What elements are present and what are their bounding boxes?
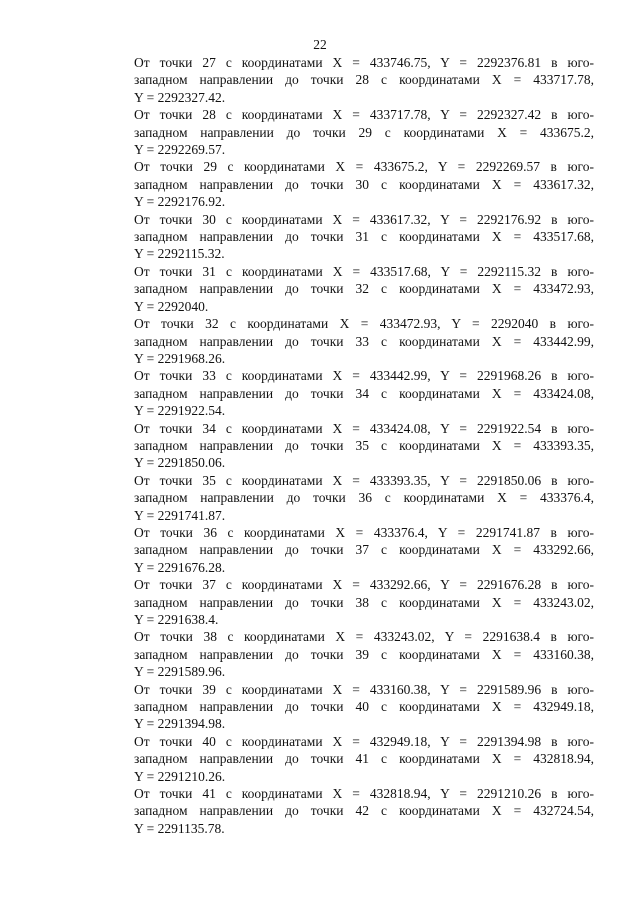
coordinate-paragraph bbox=[94, 681, 594, 733]
text-line: От точки 33 с координатами X = 433442.99, Y = 2291968.26 в юго- bbox=[134, 368, 594, 384]
text-line: западном направлении до точки 39 с координатами X = 433160.38, bbox=[134, 646, 594, 662]
coordinate-paragraph bbox=[94, 733, 594, 785]
text-line: западном направлении до точки 32 с координатами X = 433472.93, bbox=[134, 281, 594, 297]
coordinate-paragraph bbox=[94, 106, 594, 158]
coordinate-paragraph bbox=[94, 367, 594, 419]
text-line: От точки 29 с координатами X = 433675.2, Y = 2292269.57 в юго- bbox=[134, 159, 594, 175]
text-line: От точки 32 с координатами X = 433472.93, Y = 2292040 в юго- bbox=[134, 316, 594, 332]
text-line: западном направлении до точки 40 с координатами X = 432949.18, bbox=[134, 699, 594, 715]
text-line: Y = 2291850.06. bbox=[134, 455, 226, 471]
text-line: От точки 27 с координатами X = 433746.75, Y = 2292376.81 в юго- bbox=[134, 55, 594, 70]
text-line: От точки 34 с координатами X = 433424.08, Y = 2291922.54 в юго- bbox=[134, 420, 594, 436]
text-line: От точки 28 с координатами X = 433717.78, Y = 2292327.42 в юго- bbox=[134, 107, 594, 123]
coordinate-paragraph bbox=[94, 524, 594, 576]
text-line: Y = 2292176.92. bbox=[134, 194, 226, 210]
text-line: западном направлении до точки 42 с координатами X = 432724.54, bbox=[134, 803, 594, 819]
text-line: западном направлении до точки 36 с координатами X = 433376.4, bbox=[134, 490, 594, 506]
text-line: Y = 2291589.96. bbox=[134, 664, 226, 680]
coordinate-paragraph bbox=[94, 785, 594, 837]
text-line: Y = 2291210.26. bbox=[134, 768, 226, 784]
text-line: западном направлении до точки 34 с координатами X = 433424.08, bbox=[134, 385, 594, 401]
text-line: западном направлении до точки 37 с координатами X = 433292.66, bbox=[134, 542, 594, 558]
text-line: западном направлении до точки 41 с координатами X = 432818.94, bbox=[134, 751, 594, 767]
coordinate-paragraph bbox=[94, 263, 594, 315]
text-line: Y = 2292269.57. bbox=[134, 142, 226, 158]
text-line: Y = 2291676.28. bbox=[134, 559, 226, 575]
text-line: западном направлении до точки 38 с координатами X = 433243.02, bbox=[134, 594, 594, 610]
text-line: От точки 36 с координатами X = 433376.4, Y = 2291741.87 в юго- bbox=[134, 524, 594, 540]
text-line: Y = 2291394.98. bbox=[134, 716, 226, 732]
coordinate-paragraph bbox=[94, 315, 594, 367]
text-line: Y = 2292115.32. bbox=[134, 246, 225, 262]
document-body bbox=[94, 54, 594, 837]
text-line: западном направлении до точки 28 с координатами X = 433717.78, bbox=[134, 72, 594, 88]
text-line: От точки 37 с координатами X = 433292.66, Y = 2291676.28 в юго- bbox=[134, 577, 594, 593]
text-line: западном направлении до точки 29 с координатами X = 433675.2, bbox=[134, 124, 594, 140]
text-line: От точки 31 с координатами X = 433517.68, Y = 2292115.32 в юго- bbox=[134, 263, 594, 279]
text-line: Y = 2291968.26. bbox=[134, 350, 226, 366]
coordinate-paragraph bbox=[94, 628, 594, 680]
text-line: Y = 2292327.42. bbox=[134, 89, 226, 105]
text-line: От точки 39 с координатами X = 433160.38, Y = 2291589.96 в юго- bbox=[134, 681, 594, 697]
text-line: Y = 2291638.4. bbox=[134, 612, 219, 627]
text-line: Y = 2291741.87. bbox=[134, 507, 226, 523]
text-line: западном направлении до точки 35 с координатами X = 433393.35, bbox=[134, 437, 594, 453]
text-line: Y = 2291135.78. bbox=[134, 820, 225, 836]
text-line: Y = 2292040. bbox=[134, 298, 209, 314]
coordinate-paragraph bbox=[94, 54, 594, 106]
coordinate-paragraph bbox=[94, 158, 594, 210]
text-line: Y = 2291922.54. bbox=[134, 403, 226, 419]
text-line: От точки 30 с координатами X = 433617.32, Y = 2292176.92 в юго- bbox=[134, 211, 594, 227]
text-line: От точки 41 с координатами X = 432818.94, Y = 2291210.26 в юго- bbox=[134, 786, 594, 802]
text-line: От точки 35 с координатами X = 433393.35, Y = 2291850.06 в юго- bbox=[134, 472, 594, 488]
page-number: 22 bbox=[313, 37, 327, 52]
text-line: западном направлении до точки 31 с координатами X = 433517.68, bbox=[134, 229, 594, 245]
text-line: От точки 38 с координатами X = 433243.02, Y = 2291638.4 в юго- bbox=[134, 629, 594, 645]
coordinate-paragraph bbox=[94, 211, 594, 263]
text-line: западном направлении до точки 33 с координатами X = 433442.99, bbox=[134, 333, 594, 349]
text-line: От точки 40 с координатами X = 432949.18, Y = 2291394.98 в юго- bbox=[134, 733, 594, 749]
coordinate-paragraph bbox=[94, 576, 594, 628]
coordinate-paragraph bbox=[94, 420, 594, 472]
coordinate-paragraph bbox=[94, 472, 594, 524]
text-line: западном направлении до точки 30 с координатами X = 433617.32, bbox=[134, 176, 594, 192]
